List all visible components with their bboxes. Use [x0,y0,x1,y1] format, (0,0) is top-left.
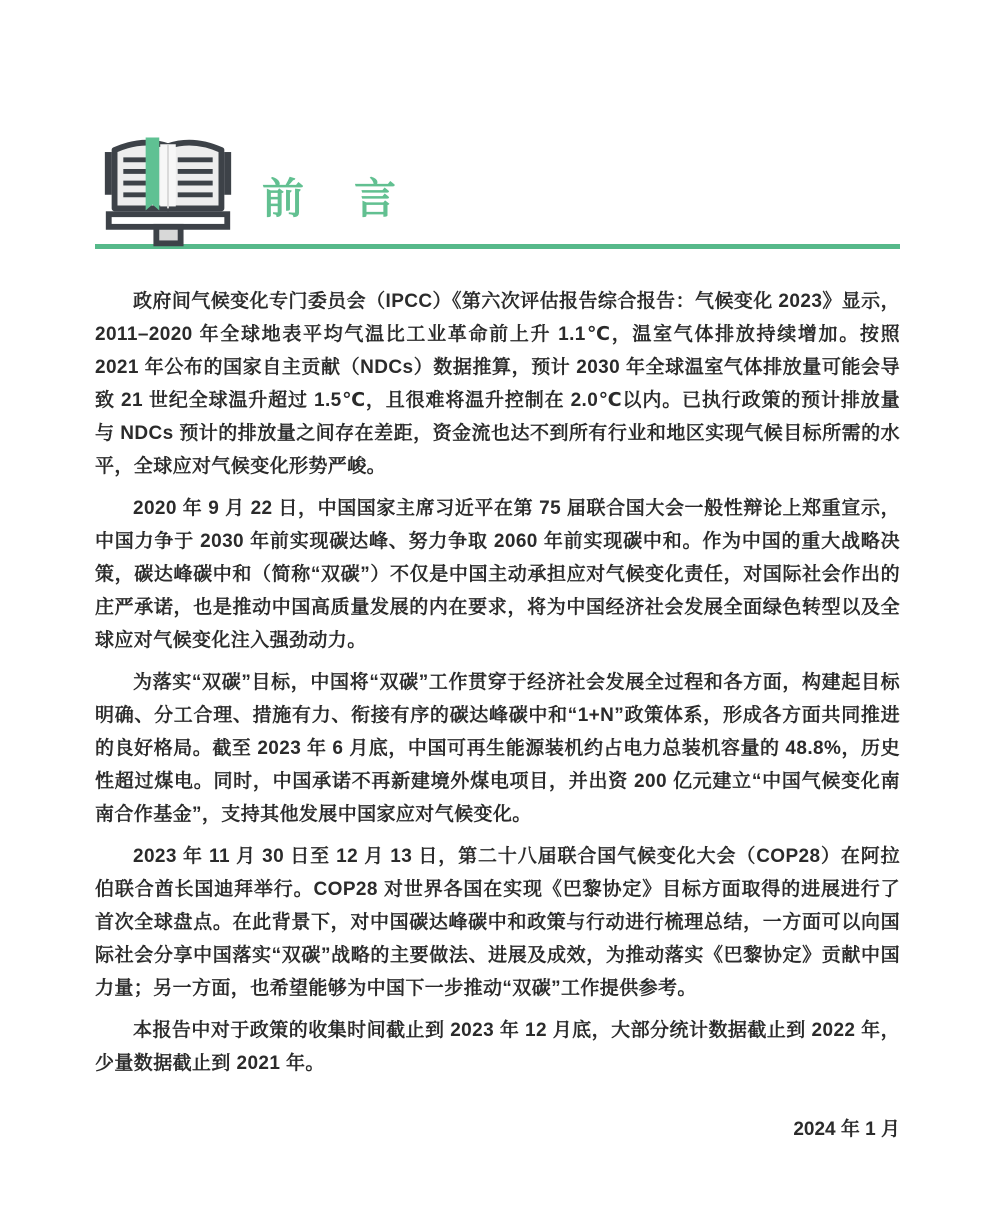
section-header [95,126,900,248]
paragraph-dual-carbon-pledge: 2020 年 9 月 22 日，中国国家主席习近平在第 75 届联合国大会一般性辩论上郑重宣示，中国力争于 2030 年前实现碳达峰、努力争取 2060 年前实现碳中和。作为中国的重大战略决策，碳达峰碳中和（简称“双碳”）不仅是中国主动承担应对气候变化责任，对国际社会作出的庄严承诺，也是推动中国高质量发展的内在要求，将为中国经济社会发展全面绿色转型以及全球应对气候变化注入强劲动力。 [95,498,900,651]
paragraph-ipcc-report: 政府间气候变化专门委员会（IPCC）《第六次评估报告综合报告：气候变化 2023》显示，2011–2020 年全球地表平均气温比工业革命前上升 1.1℃，温室气体排放持续增加。按照 2021 年公布的国家自主贡献（NDCs）数据推算，预计 2030 年全球温室气体排放量可能会导致 21 世纪全球温升超过 1.5℃，且很难将温升控制在 2.0℃以内。已执行政策的预计排放量与 NDCs 预计的排放量之间存在差距，资金流也达不到所有行业和地区实现气候目标所需的水平，全球应对气候变化形势严峻。 [95,291,900,477]
paragraph-cop28: 2023 年 11 月 30 日至 12 月 13 日，第二十八届联合国气候变化大会（COP28）在阿拉伯联合酋长国迪拜举行。COP28 对世界各国在实现《巴黎协定》目标方面取得的进展进行了首次全球盘点。在此背景下，对中国碳达峰碳中和政策与行动进行梳理总结，一方面可以向国际社会分享中国落实“双碳”战略的主要做法、进展及成效，为推动落实《巴黎协定》贡献中国力量；另一方面，也希望能够为中国下一步推动“双碳”工作提供参考。 [95,846,900,999]
paragraph-policy-system: 为落实“双碳”目标，中国将“双碳”工作贯穿于经济社会发展全过程和各方面，构建起目标明确、分工合理、措施有力、衔接有序的碳达峰碳中和“1+N”政策体系，形成各方面共同推进的良好格局。截至 2023 年 6 月底，中国可再生能源装机约占电力总装机容量的 48.8%，历史性超过煤电。同时，中国承诺不再新建境外煤电项目，并出资 200 亿元建立“中国气候变化南南合作基金”，支持其他发展中国家应对气候变化。 [95,672,900,825]
page-title: 前 言 [262,175,401,222]
paragraph-data-cutoff: 本报告中对于政策的收集时间截止到 2023 年 12 月底，大部分统计数据截止到 2022 年，少量数据截止到 2021 年。 [95,1020,900,1074]
publication-date: 2024 年 1 月 [793,1119,900,1140]
open-book-monitor-icon [100,126,236,248]
preface-body [95,285,900,1080]
